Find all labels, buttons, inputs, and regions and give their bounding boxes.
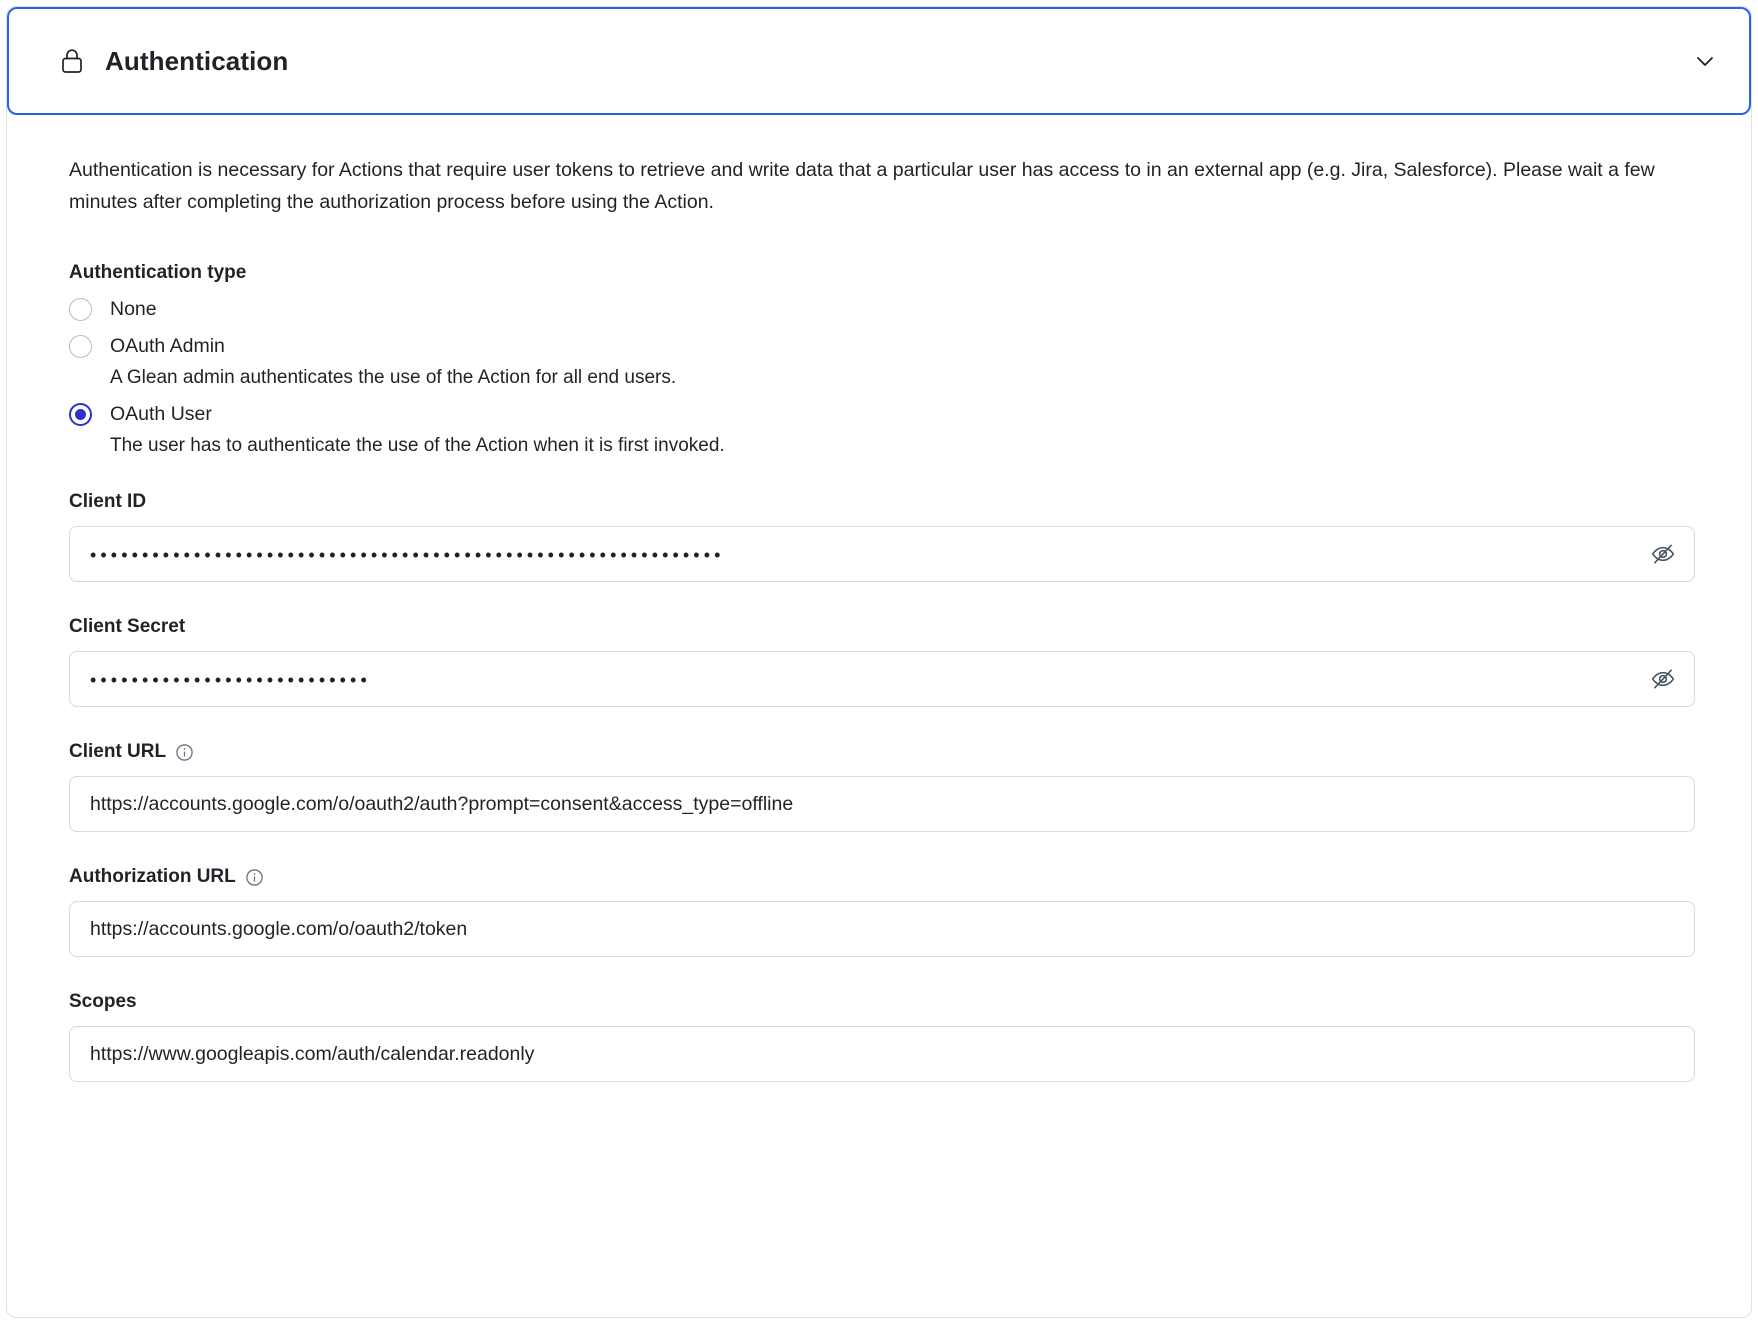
info-icon[interactable]: [175, 743, 194, 762]
client-url-value: https://accounts.google.com/o/oauth2/auth?prompt=consent&access_type=offline: [90, 792, 794, 815]
client-id-input[interactable]: [69, 526, 1695, 582]
client-id-value: •••••••••••••••••••••••••••••••••••••••••••••••••••••••••••••: [90, 545, 725, 566]
client-url-label-text: Client URL: [69, 741, 167, 763]
authentication-type-label: Authentication type: [69, 262, 247, 284]
radio-oauth-admin-indicator[interactable]: [69, 335, 92, 358]
scopes-field: [69, 991, 1695, 1082]
radio-none-indicator[interactable]: [69, 298, 92, 321]
client-url-field: [69, 741, 1695, 832]
client-secret-input[interactable]: [69, 651, 1695, 707]
authentication-panel: [6, 6, 1752, 1318]
authorization-url-field: [69, 866, 1695, 957]
client-secret-value: •••••••••••••••••••••••••••: [90, 670, 371, 691]
radio-oauth-user-description: The user has to authenticate the use of the Action when it is first invoked.: [110, 435, 725, 457]
chevron-down-icon[interactable]: [1693, 49, 1717, 73]
client-url-input[interactable]: [69, 776, 1695, 832]
info-icon[interactable]: [245, 868, 264, 887]
radio-oauth-admin-description: A Glean admin authenticates the use of the Action for all end users.: [110, 367, 677, 389]
eye-off-icon[interactable]: [1650, 666, 1676, 692]
radio-option-oauth-user[interactable]: [69, 403, 1695, 426]
authentication-type-group: [69, 262, 1695, 457]
authorization-url-value: https://accounts.google.com/o/oauth2/token: [90, 917, 468, 940]
authentication-panel-header[interactable]: [7, 7, 1751, 115]
authorization-url-label: [69, 866, 1695, 888]
client-id-field: [69, 491, 1695, 582]
client-id-label: Client ID: [69, 491, 147, 513]
authentication-panel-body: [7, 115, 1751, 1082]
lock-icon: [61, 48, 83, 74]
radio-none-label: None: [110, 298, 157, 321]
radio-oauth-admin-label: OAuth Admin: [110, 335, 225, 358]
authentication-description: Authentication is necessary for Actions that require user tokens to retrieve and write data that a particular user has access to in an external app (e.g. Jira, Salesforce). Please wait a few minutes after completing the authorization process before using the Action.: [69, 159, 1655, 213]
authorization-url-input[interactable]: [69, 901, 1695, 957]
authorization-url-label-text: Authorization URL: [69, 866, 236, 888]
radio-option-oauth-admin[interactable]: [69, 335, 1695, 358]
scopes-value: https://www.googleapis.com/auth/calendar.readonly: [90, 1042, 535, 1065]
client-url-label: [69, 741, 1695, 763]
eye-off-icon[interactable]: [1650, 541, 1676, 567]
radio-oauth-user-label: OAuth User: [110, 403, 212, 426]
client-secret-label: Client Secret: [69, 616, 186, 638]
radio-oauth-user-indicator[interactable]: [69, 403, 92, 426]
page-title: Authentication: [105, 45, 289, 76]
radio-option-none[interactable]: [69, 298, 1695, 321]
scopes-label: Scopes: [69, 991, 137, 1013]
client-secret-field: [69, 616, 1695, 707]
scopes-input[interactable]: [69, 1026, 1695, 1082]
